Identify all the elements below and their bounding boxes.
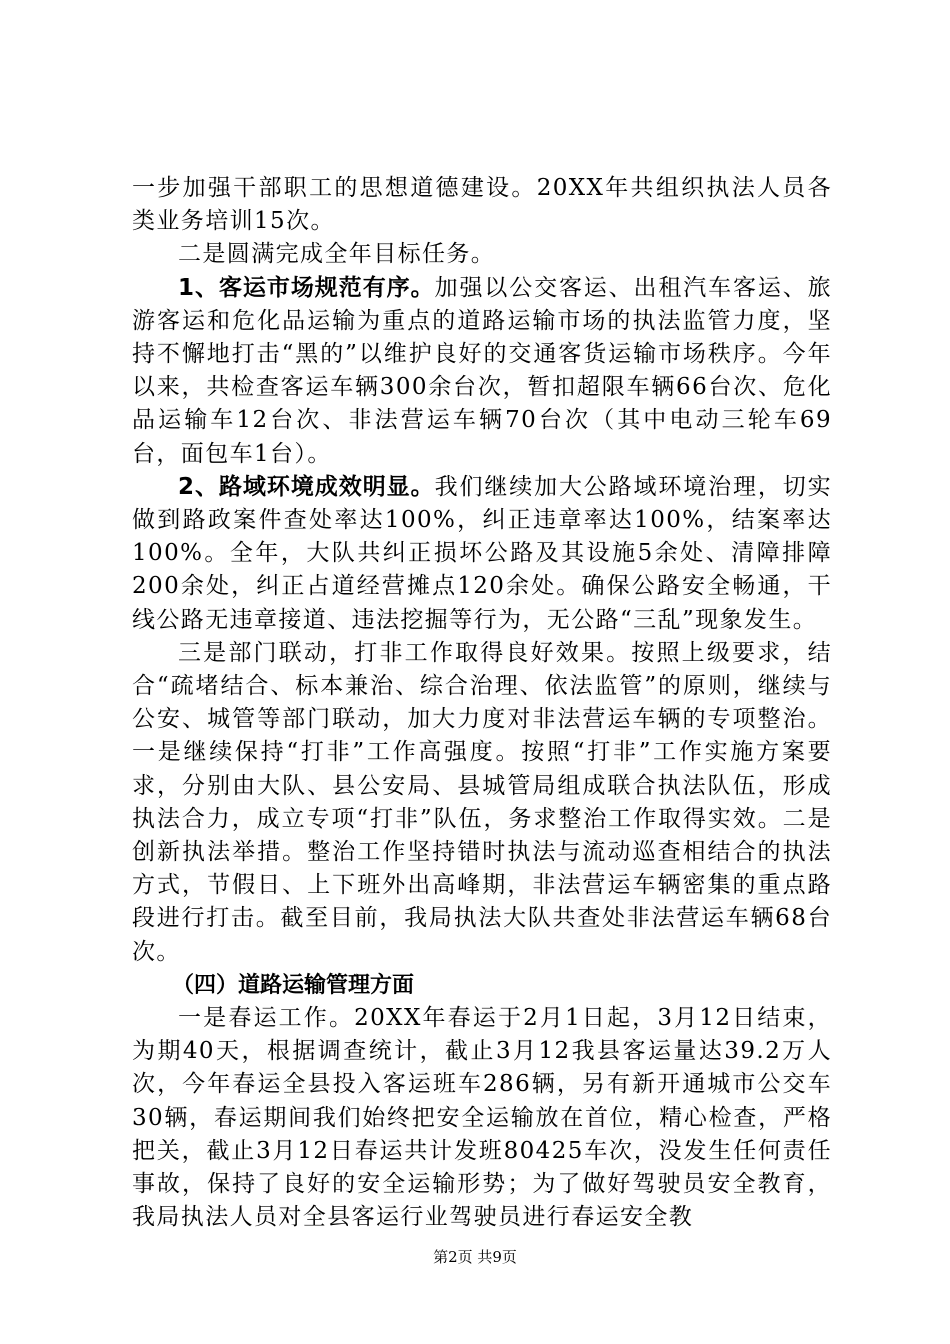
paragraph-1 (132, 172, 832, 238)
page-footer: 第2页 共9页 (433, 1248, 517, 1266)
paragraph-text: 加强以公交客运、出租汽车客运、旅游客运和危化品运输为重点的道路运输市场的执法监管力度，坚持不懈地打击“黑的”以维护良好的交通客货运输市场秩序。今年以来，共检查客运车辆300余台次，暂扣超限车辆66台次、危化品运输车12台次、非法营运车辆70台次（其中电动三轮车69台，面包车1台）。 (132, 274, 832, 467)
paragraph-2 (132, 238, 832, 271)
document-body (132, 172, 832, 1235)
paragraph-5 (132, 637, 832, 969)
paragraph-lead: 2、路域环境成效明显。 (178, 473, 435, 500)
paragraph-3 (132, 272, 832, 471)
paragraph-closing (132, 1002, 832, 1234)
paragraph-4 (132, 471, 832, 637)
paragraph-text: 三是部门联动，打非工作取得良好效果。按照上级要求，结合“疏堵结合、标本兼治、综合治理、依法监管”的原则，继续与公安、城管等部门联动，加大力度对非法营运车辆的专项整治。一是继续保持“打非”工作高强度。按照“打非”工作实施方案要求，分别由大队、县公安局、县城管局组成联合执法队伍，形成执法合力，成立专项“打非”队伍，务求整治工作取得实效。二是创新执法举措。整治工作坚持错时执法与流动巡查相结合的执法方式，节假日、上下班外出高峰期，非法营运车辆密集的重点路段进行打击。截至目前，我局执法大队共查处非法营运车辆68台次。 (132, 639, 832, 965)
paragraph-lead: 1、客运市场规范有序。 (178, 274, 435, 301)
section-heading: （四）道路运输管理方面 (172, 972, 415, 998)
paragraph-text: 一是春运工作。20XX年春运于2月1日起，3月12日结束，为期40天，根据调查统计，截止3月12我县客运量达39.2万人次，今年春运全县投入客运班车286辆，另有新开通城市公交车30辆，春运期间我们始终把安全运输放在首位，精心检查，严格把关，截止3月12日春运共计发班80425车次，没发生任何责任事故，保持了良好的安全运输形势；为了做好驾驶员安全教育，我局执法人员对全县客运行业驾驶员进行春运安全教 (132, 1005, 832, 1231)
paragraph-text: 我们继续加大公路域环境治理，切实做到路政案件查处率达100%，纠正违章率达100%，结案率达100%。全年，大队共纠正损坏公路及其设施5余处、清障排障200余处，纠正占道经营摊点120余处。确保公路安全畅通，干线公路无违章接道、违法挖掘等行为，无公路“三乱”现象发生。 (132, 473, 832, 633)
paragraph-text: 二是圆满完成全年目标任务。 (178, 241, 496, 268)
paragraph-text: 一步加强干部职工的思想道德建设。20XX年共组织执法人员各类业务培训15次。 (132, 175, 832, 235)
